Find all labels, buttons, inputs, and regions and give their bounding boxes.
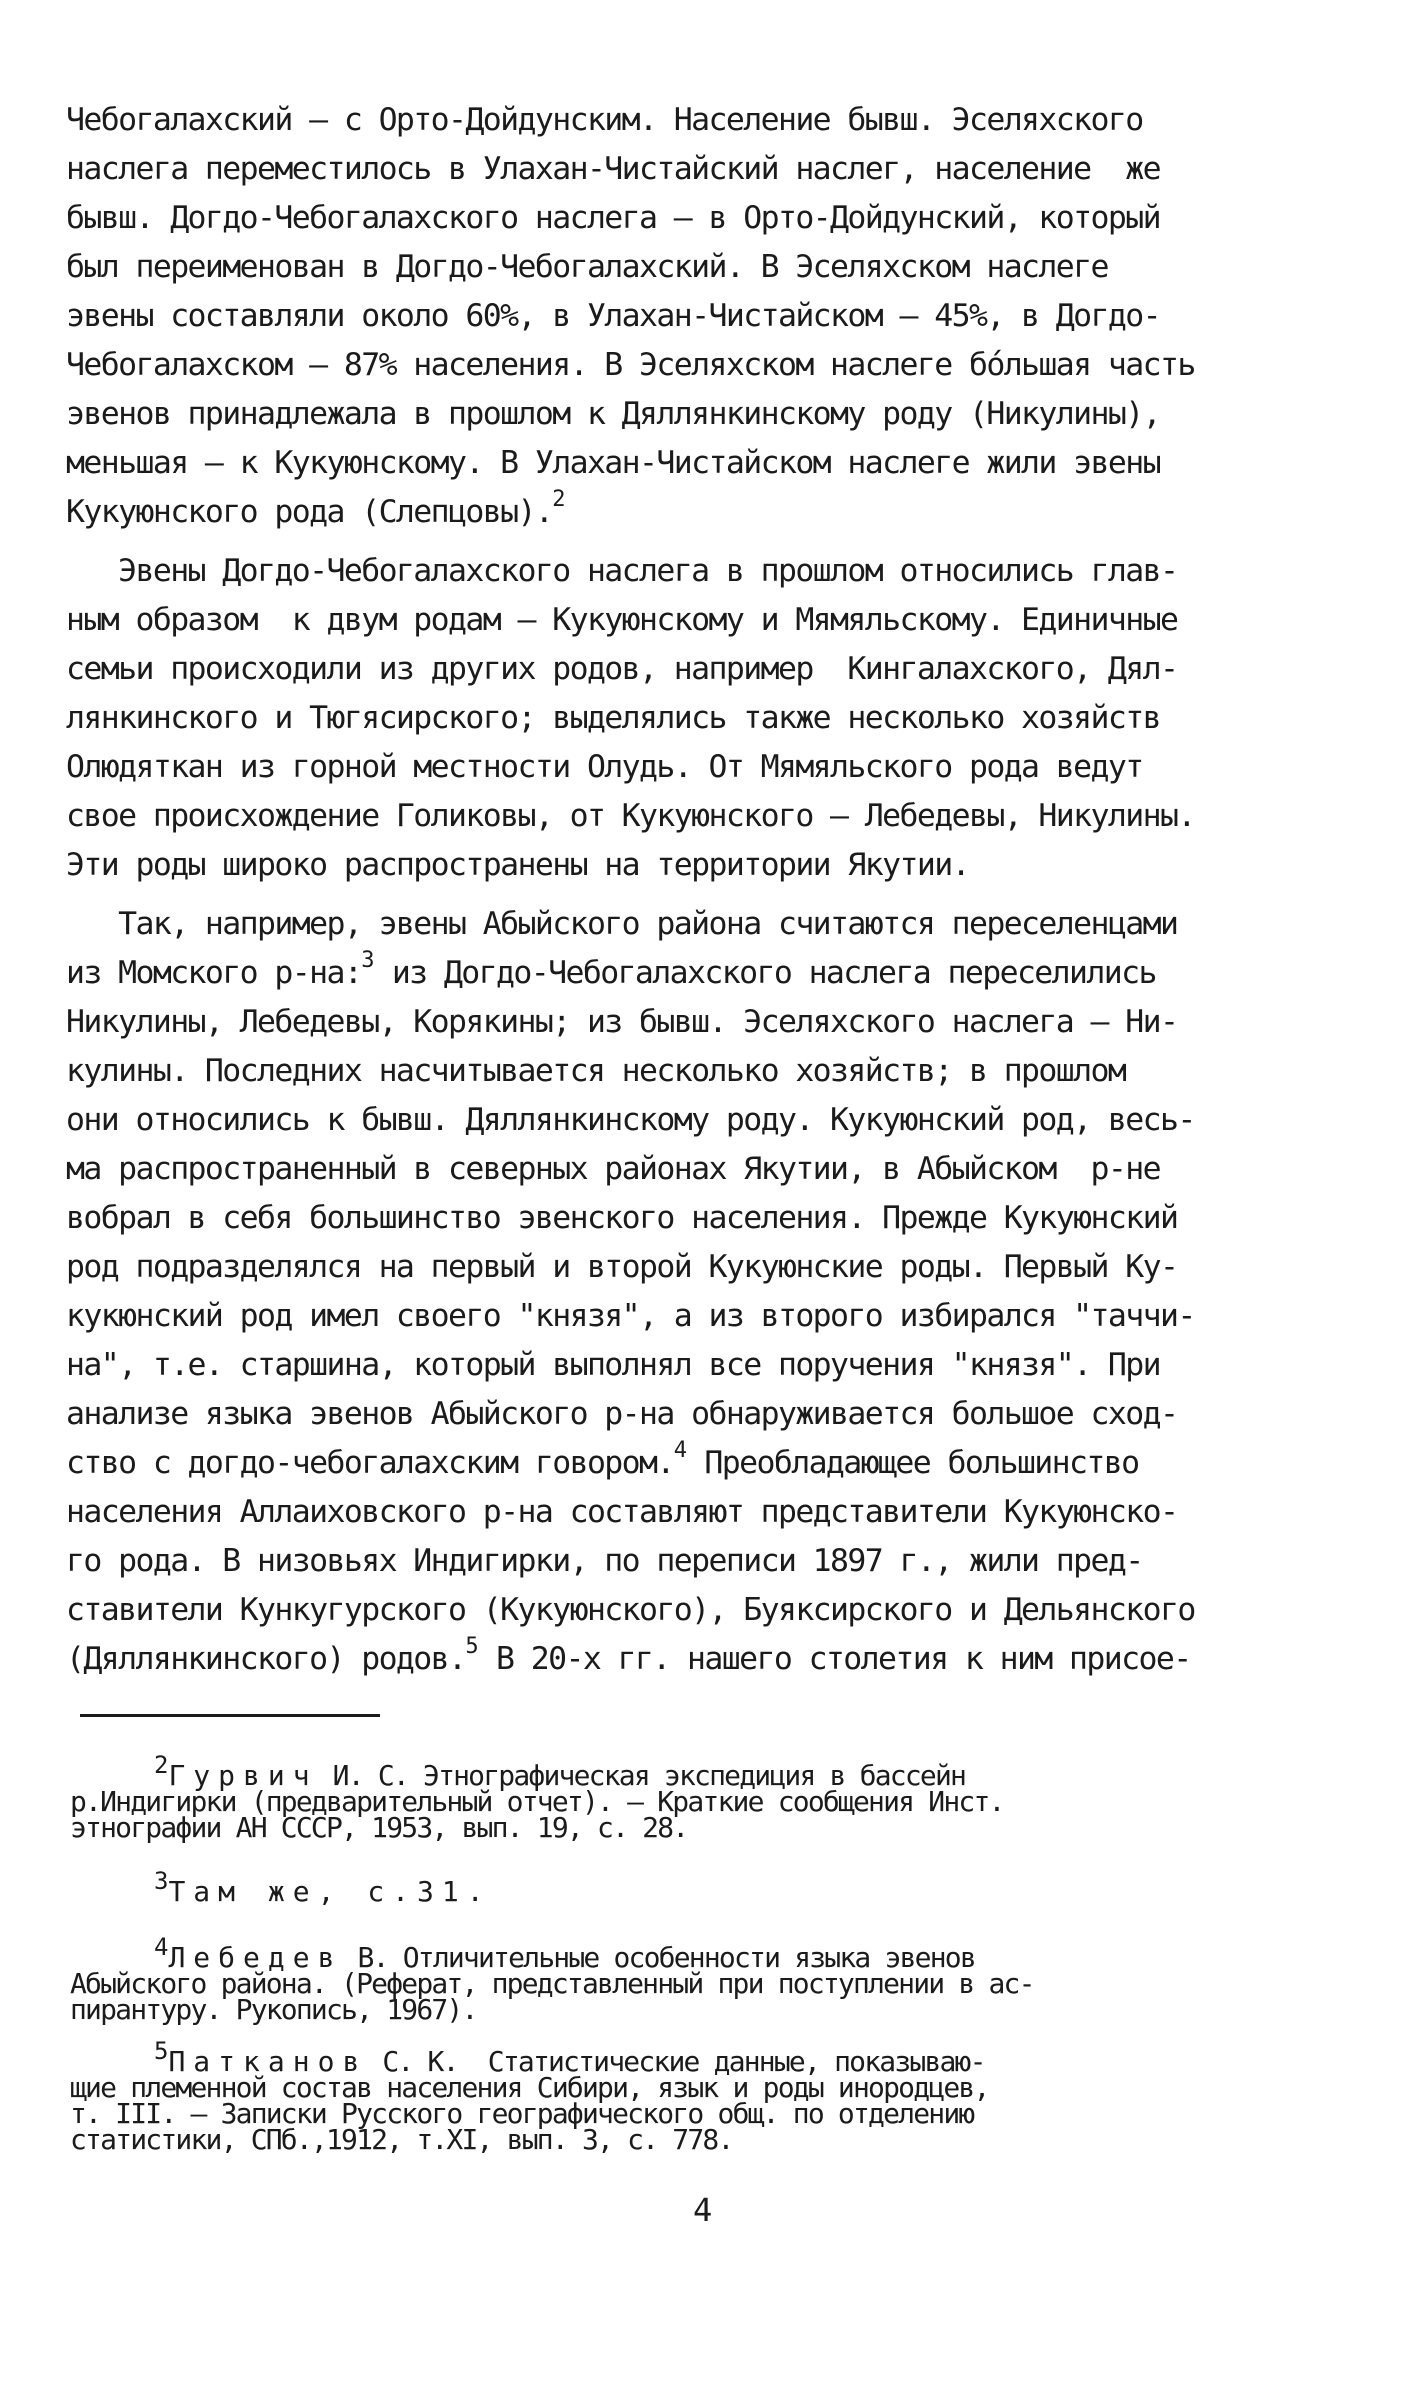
body-line: лянкинского и Тюгясирского; выделялись также несколько хозяйств — [66, 700, 1160, 736]
footnote-line: пирантуру. Рукопись, 1967). — [70, 1993, 477, 2026]
body-line: Олюдяткан из горной местности Олудь. От Мямяльского рода ведут — [66, 749, 1143, 785]
footnote-author: Патканов — [168, 2045, 368, 2078]
body-text: ство с догдо-чебогалахским говором. — [66, 1445, 674, 1481]
body-text: из Догдо-Чебогалахского наслега переселились — [374, 955, 1156, 991]
body-line: меньшая – к Кукуюнскому. В Улахан-Чистайском наслеге жили эвены — [66, 445, 1160, 481]
body-line: свое происхождение Голиковы, от Кукуюнского – Лебедевы, Никулины. — [66, 798, 1195, 834]
body-line: ным образом к двум родам – Кукуюнскому и Мямяльскому. Единичные — [66, 602, 1178, 638]
footnote-text: И. С. Этнографическая экспедиция в бассейн — [317, 1759, 966, 1792]
body-line: род подразделялся на первый и второй Кукуюнские роды. Первый Ку- — [66, 1249, 1178, 1285]
body-line: кукюнский род имел своего "князя", а из второго избирался "таччи- — [66, 1298, 1195, 1334]
footnote-divider — [80, 1714, 380, 1717]
body-line: эвены составляли около 60%, в Улахан-Чистайском – 45%, в Догдо- — [66, 298, 1160, 334]
body-text: (Дяллянкинского) родов. — [66, 1641, 466, 1677]
footnote-line: р.Индигирки (предварительный отчет). – Краткие сообщения Инст. — [70, 1785, 1004, 1818]
body-line: семьи происходили из других родов, например Кингалахского, Дял- — [66, 651, 1178, 687]
footnote-line: статистики, СПб.,1912, т.XI, вып. 3, с. 778. — [70, 2123, 733, 2156]
body-line: Так, например, эвены Абыйского района считаются переселенцами — [66, 906, 1178, 942]
footnote-author: Лебедев — [168, 1941, 343, 1974]
footnote-line: этнографии АН СССР, 1953, вып. 19, с. 28. — [70, 1811, 688, 1844]
footnote-line: щие племенной состав населения Сибири, язык и роды инородцев, — [70, 2071, 989, 2104]
body-line: Никулины, Лебедевы, Корякины; из бывш. Эселяхского наслега – Ни- — [66, 1004, 1178, 1040]
body-line: го рода. В низовьях Индигирки, по переписи 1897 г., жили пред- — [66, 1543, 1143, 1579]
body-line: эвенов принадлежала в прошлом к Дяллянкинскому роду (Никулины), — [66, 396, 1160, 432]
body-line: Эвены Догдо-Чебогалахского наслега в прошлом относились глав- — [66, 553, 1178, 589]
body-line: на", т.е. старшина, который выполнял все поручения "князя". При — [66, 1347, 1160, 1383]
body-text: В 20-х гг. нашего столетия к ним присое- — [478, 1641, 1191, 1677]
footnote-line: Абыйского района. (Реферат, представленный при поступлении в ас- — [70, 1967, 1034, 2000]
body-text: Кукуюнского рода (Слепцовы). — [66, 494, 553, 530]
body-line — [66, 1439, 1139, 1491]
body-line: кулины. Последних насчитывается несколько хозяйств; в прошлом — [66, 1053, 1126, 1089]
body-line: они относились к бывш. Дяллянкинскому роду. Кукуюнский род, весь- — [66, 1102, 1195, 1138]
body-line: был переименован в Догдо-Чебогалахский. В Эселяхском наслеге — [66, 249, 1108, 285]
body-line: Чебогалахский – с Орто-Дойдунским. Население бывш. Эселяхского — [66, 102, 1143, 138]
footnote-ref: 5 — [465, 1634, 479, 1659]
footnote-ref: 4 — [673, 1438, 688, 1463]
footnote-line — [70, 1867, 492, 1908]
footnote-ref: 2 — [552, 487, 566, 512]
body-line: анализе языка эвенов Абыйского р-на обнаруживается большое сход- — [66, 1396, 1178, 1432]
body-line — [66, 488, 565, 540]
body-text: из Момского р-на: — [66, 955, 362, 991]
body-line: ма распространенный в северных районах Якутии, в Абыйском р-не — [66, 1151, 1160, 1187]
footnote-number: 4 — [154, 1933, 169, 1961]
body-line: наслега переместилось в Улахан-Чистайский наслег, население же — [66, 151, 1160, 187]
footnote-author: Гурвич — [168, 1759, 318, 1792]
footnote-number: 2 — [154, 1751, 169, 1779]
page-number: 4 — [693, 2191, 713, 2229]
footnote-ref: 3 — [361, 948, 375, 973]
body-line: населения Аллаиховского р-на составляют представители Кукуюнско- — [66, 1494, 1178, 1530]
footnote-number: 5 — [154, 2037, 169, 2065]
body-line: Эти роды широко распространены на территории Якутии. — [66, 847, 969, 883]
body-line: ставители Кункугурского (Кукуюнского), Буяксирского и Дельянского — [66, 1592, 1195, 1628]
body-text: Преобладающее большинство — [687, 1445, 1139, 1481]
footnote-line: т. III. – Записки Русского географического общ. по отделению — [70, 2097, 974, 2130]
body-line: Чебогалахском – 87% населения. В Эселяхском наслеге бо́льшая часть — [66, 347, 1195, 383]
footnote-number: 3 — [154, 1867, 169, 1895]
body-line: вобрал в себя большинство эвенского населения. Прежде Кукуюнский — [66, 1200, 1178, 1236]
body-line — [66, 1635, 1191, 1687]
footnote-text: С. К. Статистические данные, показываю- — [367, 2045, 985, 2078]
footnote-text: Там же, с.31. — [168, 1875, 492, 1908]
footnote-text: В. Отличительные особенности языка эвенов — [342, 1941, 975, 1974]
body-line — [66, 949, 1156, 1001]
body-line: бывш. Догдо-Чебогалахского наслега – в Орто-Дойдунский, который — [66, 200, 1160, 236]
